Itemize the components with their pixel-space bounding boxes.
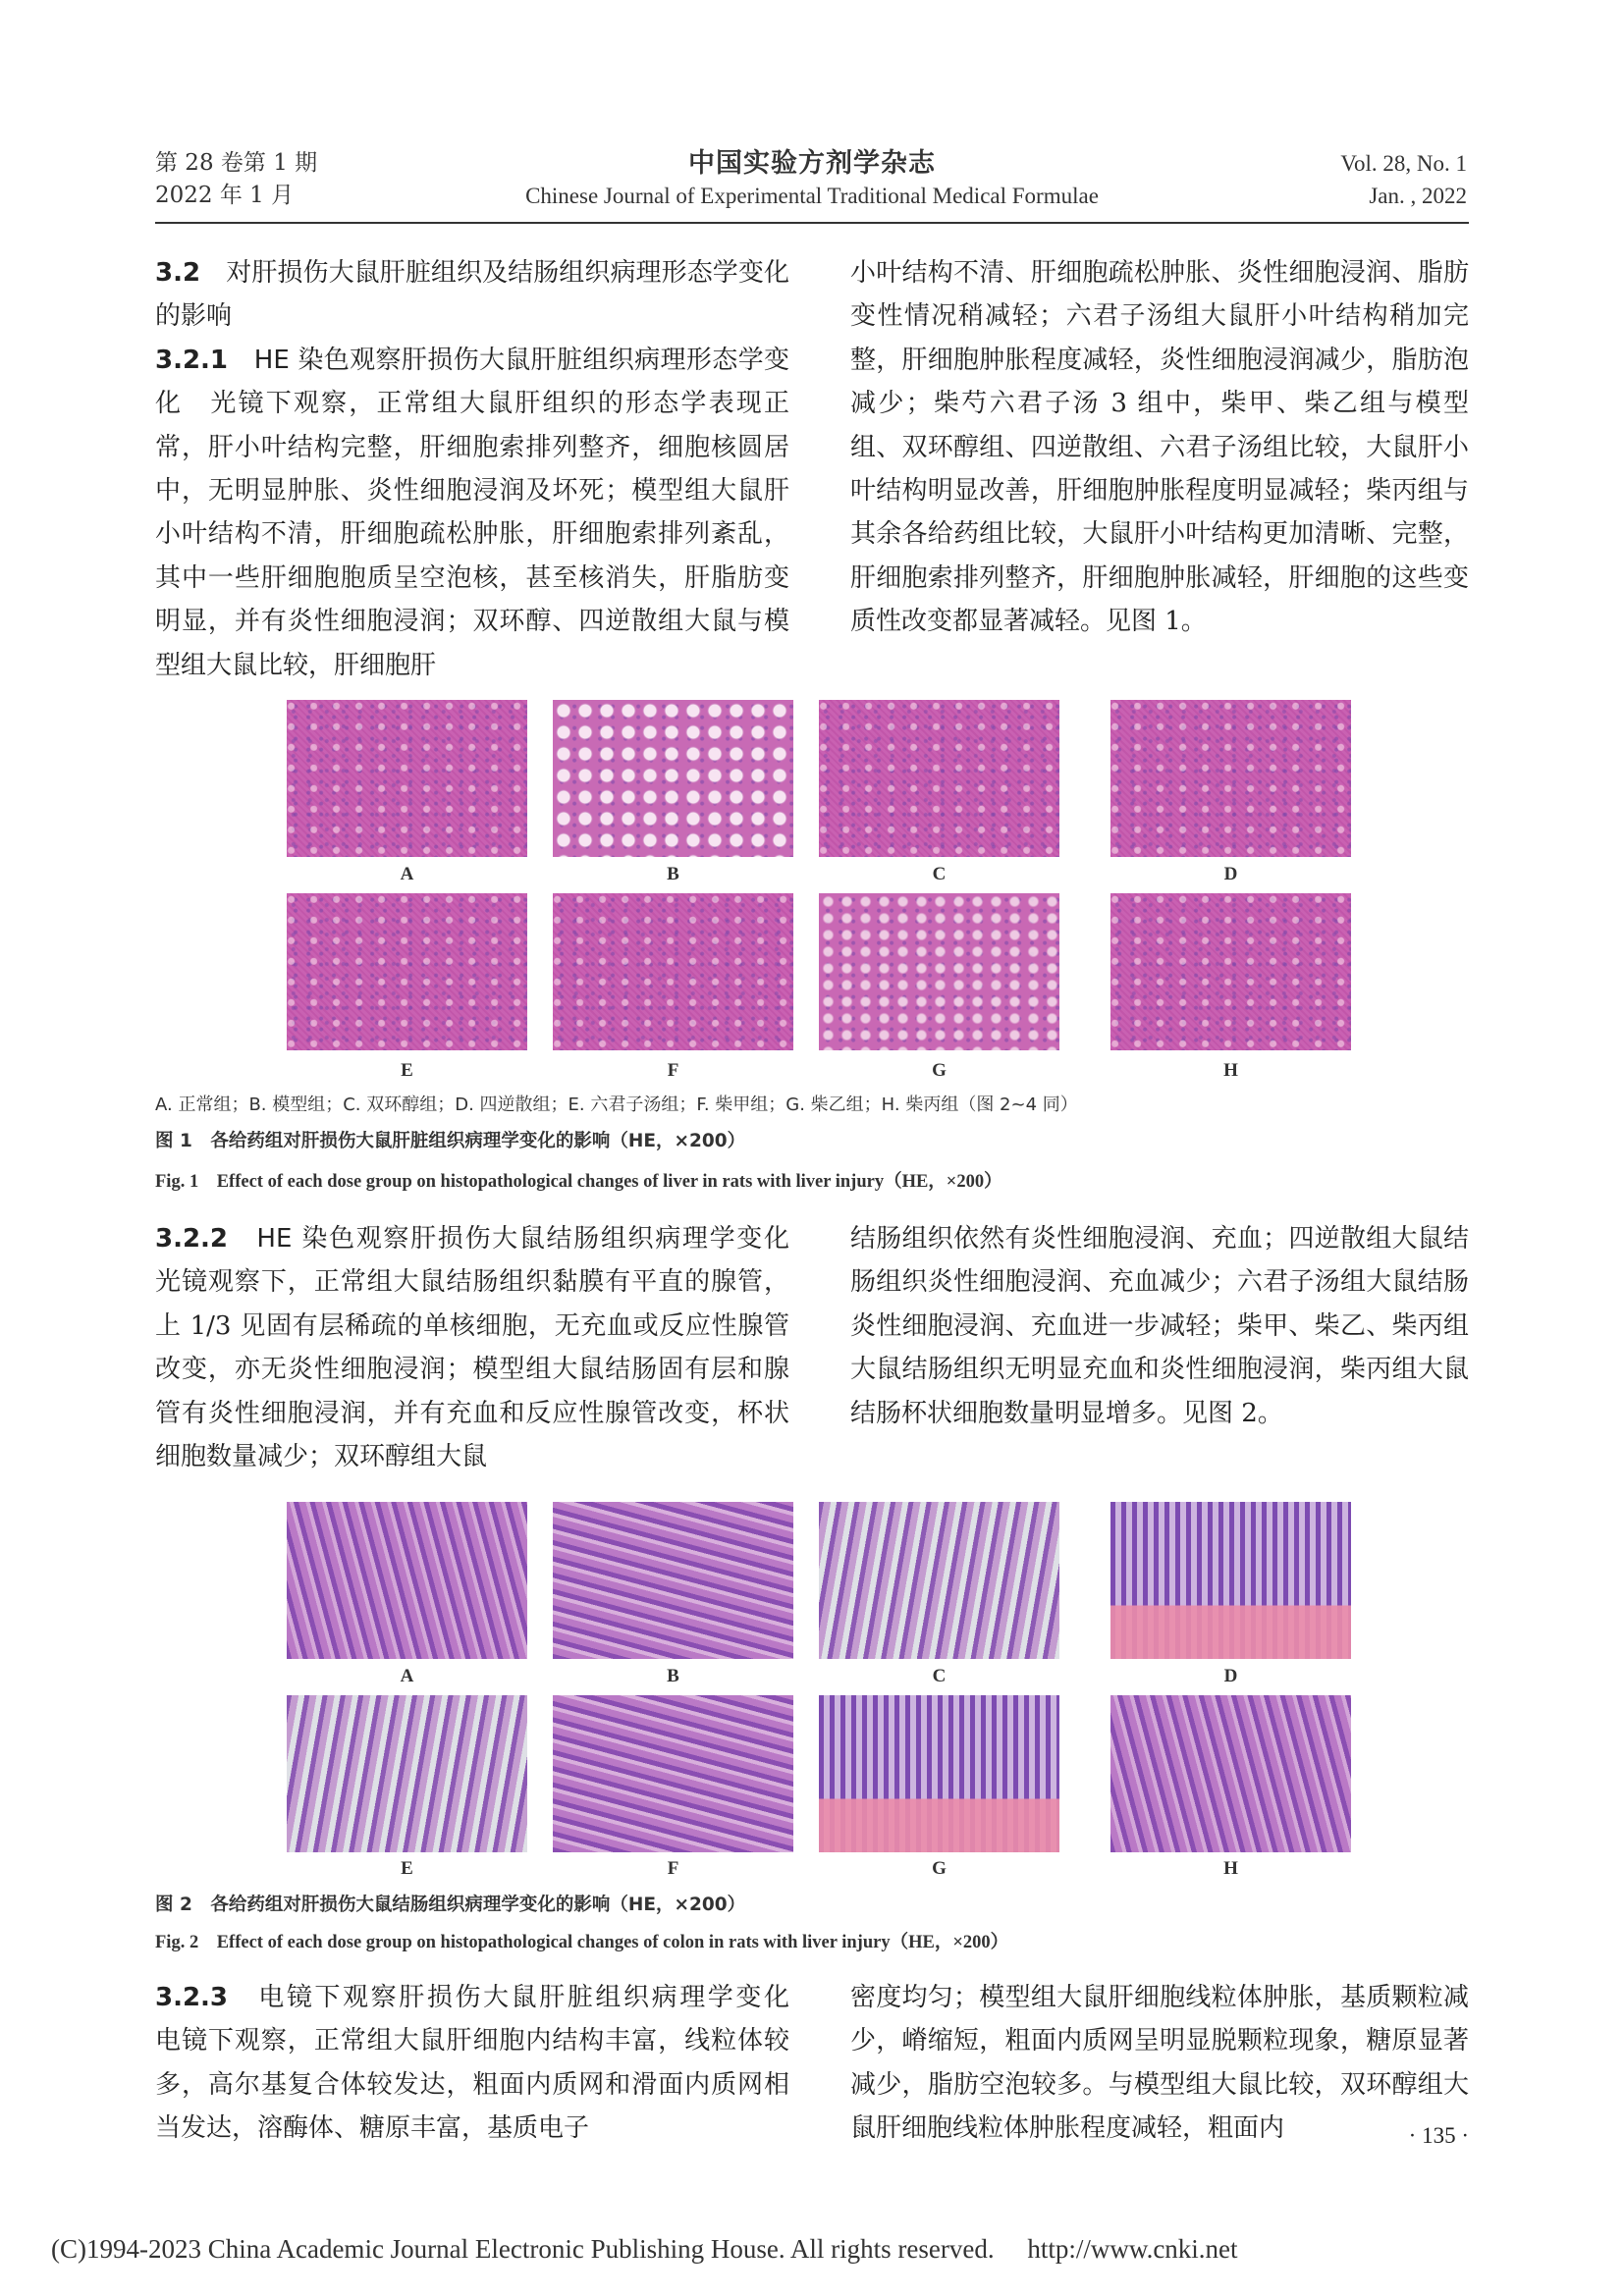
- panel-label: D: [1223, 1666, 1238, 1686]
- panel-label: G: [932, 1060, 947, 1081]
- figure-1-caption-en: Fig. 1 Effect of each dose group on histopathological changes of liver in rats with liver injury（HE，×200）: [155, 1172, 1002, 1192]
- micrograph-panel: [553, 893, 793, 1050]
- subsection-number: 3.2.1: [155, 345, 229, 375]
- panel-label: A: [400, 864, 414, 884]
- issue-date: 2022 年 1 月: [155, 183, 295, 208]
- figure-1-legend: A. 正常组；B. 模型组；C. 双环醇组；D. 四逆散组；E. 六君子汤组；F. 柴甲组；G. 柴乙组；H. 柴丙组（图 2~4 同）: [155, 1095, 1078, 1115]
- micrograph-panel: [819, 893, 1059, 1050]
- journal-title-cn: 中国实验方剂学杂志: [688, 148, 936, 179]
- micrograph-panel: [553, 700, 793, 857]
- text-column-right-3: [850, 1976, 1469, 2151]
- panel-label: G: [932, 1858, 947, 1879]
- text-column-left-2: [155, 1217, 789, 1478]
- subsection-number: 3.2.3: [155, 1983, 229, 2012]
- header-rule: [155, 222, 1469, 224]
- micrograph-panel: [553, 1695, 793, 1852]
- panel-label: H: [1223, 1060, 1238, 1081]
- micrograph-panel: [1110, 1502, 1351, 1659]
- copyright-notice: (C)1994-2023 China Academic Journal Electronic Publishing House. All rights reserved. http://www.cnki.net: [51, 2234, 1238, 2264]
- volume-issue: 第 28 卷第 1 期: [155, 150, 318, 176]
- micrograph-panel: [819, 1695, 1059, 1852]
- micrograph-panel: [287, 893, 527, 1050]
- text-column-left-3: [155, 1976, 789, 2151]
- running-header-journal: [353, 147, 1271, 212]
- micrograph-panel: [1110, 893, 1351, 1050]
- micrograph-panel: [1110, 1695, 1351, 1852]
- subsection-title: HE 染色观察肝损伤大鼠肝脏组织病理形态学变化: [155, 345, 789, 419]
- panel-label: D: [1223, 864, 1238, 884]
- paragraph-continuation: 小叶结构不清、肝细胞疏松肿胀、炎性细胞浸润、脂肪变性情况稍减轻；六君子汤组大鼠肝小叶结构稍加完整，肝细胞肿胀程度减轻，炎性细胞浸润减少，脂肪泡减少；柴芍六君子汤 3 组中，柴甲、柴乙组与模型组、双环醇组、四逆散组、六君子汤组比较，大鼠肝小叶结构明显改善，肝细胞肿胀程度明显减轻；柴丙组与其余各给药组比较，大鼠肝小叶结构更加清晰、完整，肝细胞索排列整齐，肝细胞肿胀减轻，肝细胞的这些变质性改变都显著减轻。见图 1。: [850, 258, 1469, 637]
- micrograph-panel: [1110, 700, 1351, 857]
- text-column-right-1: [850, 251, 1469, 644]
- subsection-title: HE 染色观察肝损伤大鼠结肠组织病理学变化: [256, 1224, 789, 1254]
- figure-2-caption-cn: 图 2 各给药组对肝损伤大鼠结肠组织病理学变化的影响（HE，×200）: [155, 1895, 746, 1915]
- panel-label: C: [932, 864, 947, 884]
- micrograph-panel: [287, 700, 527, 857]
- page-number: · 135 ·: [1408, 2123, 1469, 2148]
- figure-2-caption-en: Fig. 2 Effect of each dose group on histopathological changes of colon in rats with liver injury（HE，×200）: [155, 1933, 1009, 1952]
- micrograph-panel: [819, 700, 1059, 857]
- panel-label: A: [400, 1666, 414, 1686]
- panel-label: E: [401, 1060, 413, 1081]
- running-header-volume: [1340, 147, 1467, 212]
- running-header-issue: [155, 147, 317, 212]
- section-3-2-2-paragraph: [155, 1217, 789, 1478]
- paragraph-text: 电镜下观察，正常组大鼠肝细胞内结构丰富，线粒体较多，高尔基复合体较发达，粗面内质网和滑面内质网相当发达，溶酶体、糖原丰富，基质电子: [155, 2026, 789, 2144]
- panel-label: C: [932, 1666, 947, 1686]
- journal-title-en: Chinese Journal of Experimental Traditional Medical Formulae: [525, 184, 1099, 208]
- panel-label: B: [667, 864, 679, 884]
- section-3-2-1-paragraph: [155, 339, 789, 687]
- paragraph-continuation: 密度均匀；模型组大鼠肝细胞线粒体肿胀，基质颗粒减少，嵴缩短，粗面内质网呈明显脱颗粒现象，糖原显著减少，脂肪空泡较多。与模型组大鼠比较，双环醇组大鼠肝细胞线粒体肿胀程度减轻，粗面内: [850, 1983, 1469, 2144]
- panel-label: E: [401, 1858, 413, 1879]
- panel-label: B: [667, 1666, 679, 1686]
- panel-label: F: [667, 1858, 679, 1879]
- panel-label: H: [1223, 1858, 1238, 1879]
- micrograph-panel: [553, 1502, 793, 1659]
- volume-number-en: Vol. 28, No. 1: [1340, 151, 1467, 176]
- paragraph-continuation: 结肠组织依然有炎性细胞浸润、充血；四逆散组大鼠结肠组织炎性细胞浸润、充血减少；六君子汤组大鼠结肠炎性细胞浸润、充血进一步减轻；柴甲、柴乙、柴丙组大鼠结肠组织无明显充血和炎性细胞浸润，柴丙组大鼠结肠杯状细胞数量明显增多。见图 2。: [850, 1224, 1469, 1428]
- subsection-number: 3.2.2: [155, 1224, 229, 1254]
- paragraph-text: 光镜下观察，正常组大鼠肝组织的形态学表现正常，肝小叶结构完整，肝细胞索排列整齐，细胞核圆居中，无明显肿胀、炎性细胞浸润及坏死；模型组大鼠肝小叶结构不清，肝细胞疏松肿胀，肝细胞索排列紊乱，其中一些肝细胞胞质呈空泡核，甚至核消失，肝脂肪变明显，并有炎性细胞浸润；双环醇、四逆散组大鼠与模型组大鼠比较，肝细胞肝: [155, 389, 789, 680]
- micrograph-panel: [287, 1502, 527, 1659]
- paragraph-text: 光镜观察下，正常组大鼠结肠组织黏膜有平直的腺管，上 1/3 见固有层稀疏的单核细胞，无充血或反应性腺管改变，亦无炎性细胞浸润；模型组大鼠结肠固有层和腺管有炎性细胞浸润，并有充血和反应性腺管改变，杯状细胞数量减少；双环醇组大鼠: [155, 1267, 789, 1472]
- section-heading-3-2: 3.2 对肝损伤大鼠肝脏组织及结肠组织病理形态学变化的影响: [155, 258, 789, 332]
- subsection-title: 电镜下观察肝损伤大鼠肝脏组织病理学变化: [258, 1983, 789, 2012]
- text-column-right-2: [850, 1217, 1469, 1435]
- section-3-2-3-paragraph: [155, 1976, 789, 2151]
- panel-label: F: [667, 1060, 679, 1081]
- text-column-left-1: [155, 251, 789, 687]
- micrograph-panel: [819, 1502, 1059, 1659]
- micrograph-panel: [287, 1695, 527, 1852]
- figure-1-caption-cn: 图 1 各给药组对肝损伤大鼠肝脏组织病理学变化的影响（HE，×200）: [155, 1131, 746, 1151]
- issue-date-en: Jan. , 2022: [1369, 184, 1467, 208]
